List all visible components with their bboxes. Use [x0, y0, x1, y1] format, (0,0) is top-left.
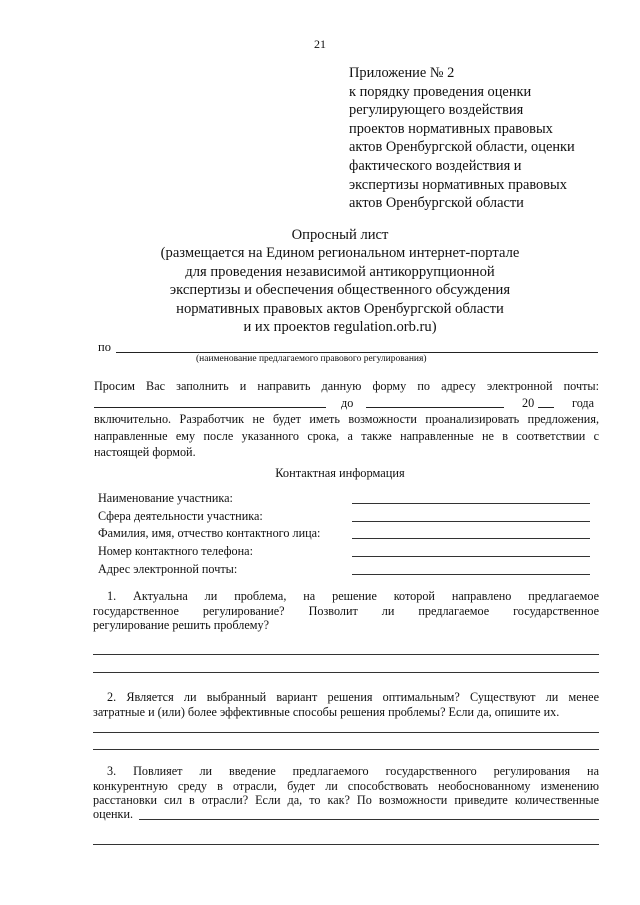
- appendix-line: актов Оренбургской области, оценки: [349, 139, 575, 156]
- do-label: до: [341, 395, 354, 410]
- appendix-line: Приложение № 2: [349, 65, 455, 81]
- contact-person-input-line[interactable]: [352, 538, 590, 539]
- question-2-answer-line[interactable]: [93, 732, 599, 733]
- phone-input-line[interactable]: [352, 556, 590, 557]
- contact-label: Фамилия, имя, отчество контактного лица:: [98, 526, 321, 541]
- question-line: 1. Актуальна ли проблема, на решение которой направлено предлагаемое: [107, 589, 599, 603]
- appendix-line: проектов нормативных правовых: [349, 120, 553, 137]
- participant-name-input-line[interactable]: [352, 503, 590, 504]
- contact-info-heading: Контактная информация: [275, 466, 405, 480]
- question-line: 3. Повлияет ли введение предлагаемого государственного регулирования на: [107, 764, 599, 778]
- contact-info-list: [98, 491, 598, 579]
- title-line: для проведения независимой антикоррупционной: [185, 263, 495, 280]
- question-2: [93, 690, 599, 719]
- activity-area-input-line[interactable]: [352, 521, 590, 522]
- year-label: 20: [522, 395, 535, 410]
- title-line: нормативных правовых актов Оренбургской области: [176, 300, 504, 317]
- question-3-answer-line[interactable]: [139, 819, 599, 820]
- contact-label: Сфера деятельности участника:: [98, 508, 263, 523]
- appendix-header: [349, 64, 611, 213]
- question-line: оценки.: [93, 807, 134, 821]
- question-1-answer-line[interactable]: [93, 672, 599, 673]
- contact-row: [98, 562, 598, 580]
- deadline-row: [94, 395, 599, 412]
- contact-label: Наименование участника:: [98, 491, 233, 505]
- question-line: конкурентную среду в отрасли, будет ли способствовать необоснованному изменению: [93, 778, 599, 793]
- document-title: [80, 226, 600, 336]
- question-line: затратные и (или) более эффективные способы решения проблемы? Если да, опишите их.: [93, 704, 560, 719]
- question-line: 2. Является ли выбранный вариант решения оптимальным? Существуют ли менее: [107, 690, 599, 704]
- request-paragraph: [94, 378, 599, 461]
- question-3-tail: [93, 807, 599, 823]
- po-label: по: [98, 340, 111, 354]
- year-input-line[interactable]: [538, 407, 554, 408]
- title-line: и их проектов regulation.orb.ru): [243, 319, 437, 336]
- contact-row: [98, 544, 598, 562]
- question-3: [93, 764, 599, 808]
- question-3-answer-line[interactable]: [93, 844, 599, 845]
- request-line: включительно. Разработчик не будет иметь возможности проанализировать предложения,: [94, 412, 599, 426]
- appendix-line: регулирующего воздействия: [349, 102, 524, 119]
- contact-row: [98, 509, 598, 527]
- regulation-name-caption: (наименование предлагаемого правового регулирования): [196, 354, 427, 364]
- regulation-name-input-line[interactable]: [116, 352, 598, 353]
- appendix-line: актов Оренбургской области: [349, 195, 524, 212]
- email-input-line[interactable]: [94, 407, 326, 408]
- request-line: направленные ему после указанного срока, а также направленные не в соответствии с: [94, 428, 599, 443]
- title-line: Опросный лист: [291, 227, 389, 243]
- title-line: экспертизы и обеспечения общественного обсуждения: [169, 282, 511, 299]
- question-1: [93, 589, 599, 633]
- question-line: государственное регулирование? Позволит ли предлагаемое государственное: [93, 603, 599, 618]
- question-1-answer-line[interactable]: [93, 654, 599, 655]
- contact-row: [98, 526, 598, 544]
- title-line: (размещается на Едином региональном интернет-портале: [160, 245, 520, 262]
- request-line: настоящей формой.: [94, 445, 196, 459]
- appendix-line: к порядку проведения оценки: [349, 83, 532, 100]
- email-field-input-line[interactable]: [352, 574, 590, 575]
- date-input-line[interactable]: [366, 407, 504, 408]
- contact-row: [98, 491, 598, 509]
- goda-label: года: [572, 395, 595, 410]
- question-line: регулирование решить проблему?: [93, 618, 270, 633]
- contact-label: Номер контактного телефона:: [98, 544, 253, 559]
- appendix-line: фактического воздействия и: [349, 157, 522, 174]
- question-2-answer-line[interactable]: [93, 749, 599, 750]
- appendix-line: экспертизы нормативных правовых: [349, 176, 567, 193]
- question-line: расстановки сил в отрасли? Если да, то как? По возможности приведите количественные: [93, 793, 599, 808]
- request-line: Просим Вас заполнить и направить данную форму по адресу электронной почты:: [94, 379, 599, 393]
- page-number: 21: [314, 37, 326, 51]
- contact-label: Адрес электронной почты:: [98, 561, 238, 576]
